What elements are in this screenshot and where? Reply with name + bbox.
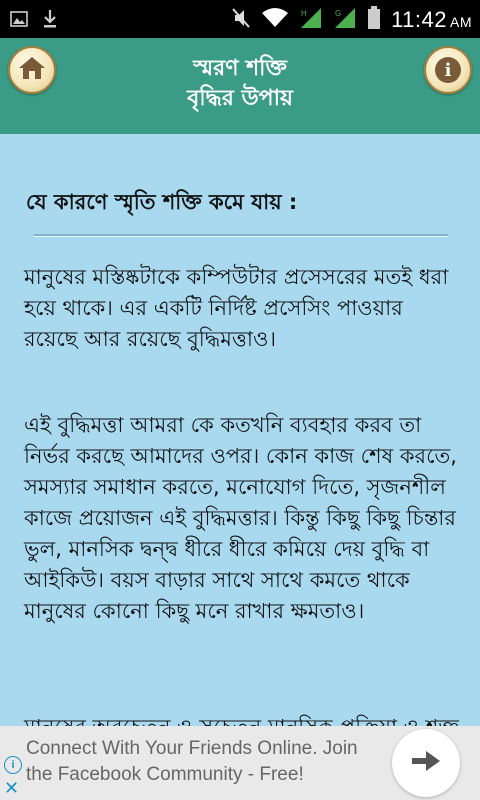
status-bar — [0, 0, 480, 38]
paragraph: মানুষের মস্তিষ্কটাকে কম্পিউটার প্রসেসরের মতই ধরা হয়ে থাকে। এর একটি নির্দিষ্ট প্রসেসিং পাওয়ার রয়েছে আর রয়েছে বুদ্ধিমত্তাও। — [24, 265, 449, 351]
app-header — [0, 38, 480, 134]
signal-icon — [299, 7, 323, 33]
ad-close-icon[interactable]: ✕ — [4, 778, 20, 798]
gallery-icon — [10, 11, 28, 31]
svg-text:H: H — [301, 9, 307, 18]
battery-icon — [367, 6, 381, 34]
page-title — [90, 54, 390, 114]
ad-text[interactable]: Connect With Your Friends Online. Join the Facebook Community - Free! — [26, 738, 358, 785]
ad-banner[interactable] — [0, 726, 480, 800]
status-bar-left — [10, 9, 58, 33]
download-icon — [42, 9, 58, 33]
info-button[interactable] — [424, 46, 472, 94]
ad-info-icon[interactable]: i — [4, 756, 22, 774]
mute-icon — [231, 7, 251, 33]
ad-action-button[interactable] — [392, 729, 460, 797]
title-line-2: বৃদ্ধির উপায় — [187, 86, 293, 111]
home-button[interactable] — [8, 46, 56, 94]
home-icon — [18, 55, 46, 85]
clock: 11:42 AM — [391, 7, 472, 32]
article-content[interactable] — [0, 134, 480, 726]
wifi-icon — [261, 7, 289, 33]
paragraph: এই বুদ্ধিমত্তা আমরা কে কতখনি ব্যবহার করব তা নির্ভর করছে আমাদের ওপর। কোন কাজ শেষ করতে, সমস্যার সমাধান করতে, মনোযোগ দিতে, সৃজনশীল কাজে প্রয়োজন এই বুদ্ধিমত্তার। কিন্তু কিছু কিছু চিন্তার ভুল, মানসিক দ্বন্দ্ব ধীরে ধীরে কমিয়ে দেয় বুদ্ধি বা আইকিউ। বয়স বাড়ার সাথে সাথে কমতে থাকে মানুষের কোনো কিছু মনে রাখার ক্ষমতাও। — [24, 413, 457, 623]
section-heading: যে কারণে স্মৃতি শক্তি কমে যায় : — [26, 190, 298, 214]
status-bar-right — [231, 6, 472, 34]
info-icon: i — [435, 57, 461, 83]
signal-icon — [333, 7, 357, 33]
arrow-right-icon — [410, 749, 442, 777]
title-line-1: স্মরণ শক্তি — [193, 56, 287, 81]
svg-text:G: G — [335, 9, 342, 18]
divider — [34, 234, 448, 237]
